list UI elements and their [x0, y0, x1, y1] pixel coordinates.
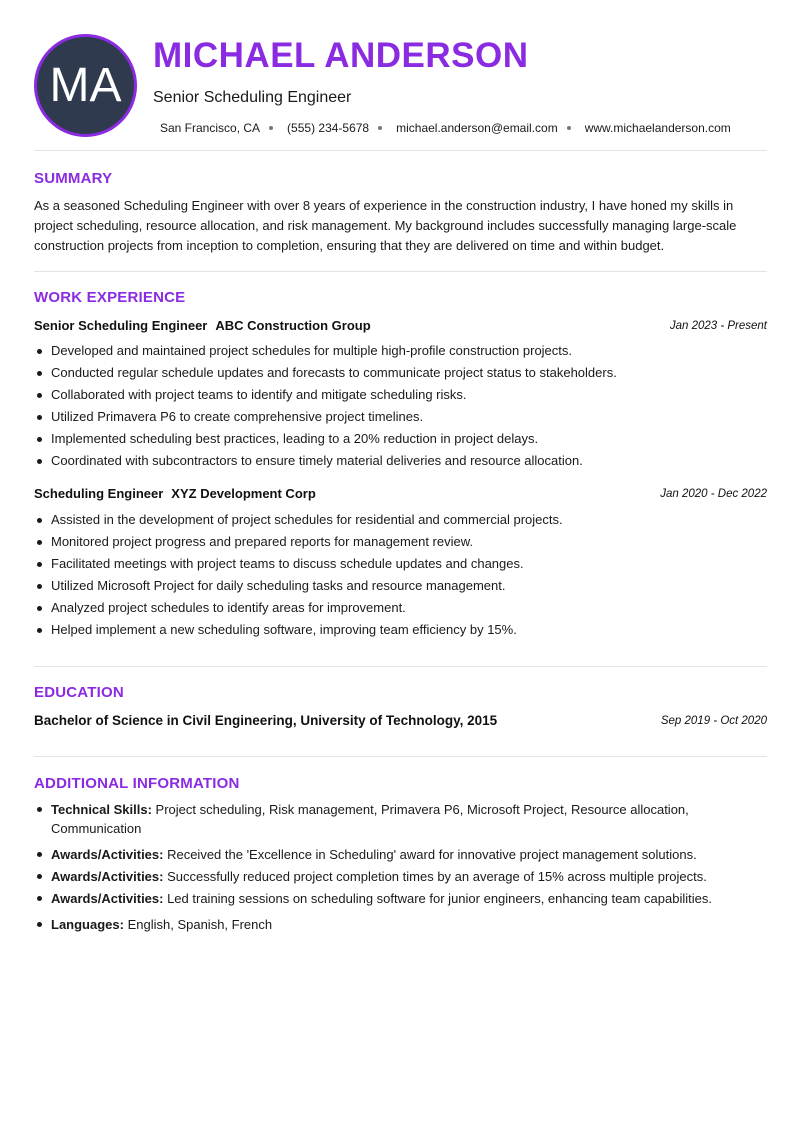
contact-website[interactable]: www.michaelanderson.com — [584, 121, 731, 135]
info-text: Led training sessions on scheduling software for junior engineers, enhancing team capabilities. — [163, 891, 712, 906]
list-item: Analyzed project schedules to identify areas for improvement. — [34, 597, 767, 619]
contact-location: San Francisco, CA — [160, 121, 261, 135]
avatar-initials: MA — [49, 59, 122, 112]
list-item: Assisted in the development of project schedules for residential and commercial projects. — [34, 509, 767, 531]
info-text: Successfully reduced project completion times by an average of 15% across multiple projects. — [163, 869, 707, 884]
list-item — [34, 889, 767, 908]
job-dates: Jan 2020 - Dec 2022 — [660, 488, 767, 500]
summary-text: As a seasoned Scheduling Engineer with over 8 years of experience in the construction industry, I have honed my skills in project scheduling, resource allocation, and risk management. My background includes successfully managing large-scale construction projects from inception to completion, ensuring that they are delivered on time and within budget. — [34, 198, 737, 253]
education-degree: Bachelor of Science in Civil Engineering, University of Technology, 2015 — [34, 713, 498, 728]
job-header — [34, 486, 767, 501]
job-header — [34, 318, 767, 333]
divider — [34, 271, 767, 272]
list-item: Utilized Primavera P6 to create comprehensive project timelines. — [34, 406, 767, 428]
work-experience-heading: WORK EXPERIENCE — [34, 289, 186, 306]
candidate-title: Senior Scheduling Engineer — [153, 89, 352, 106]
list-item — [34, 867, 767, 886]
contact-line — [160, 121, 731, 135]
education-dates: Sep 2019 - Oct 2020 — [660, 715, 767, 727]
education-heading: EDUCATION — [34, 684, 124, 701]
job-dates: Jan 2023 - Present — [669, 320, 767, 332]
additional-info-heading: ADDITIONAL INFORMATION — [34, 775, 240, 792]
contact-phone: (555) 234-5678 — [287, 121, 370, 135]
job-role: Senior Scheduling Engineer — [34, 318, 208, 333]
info-label: Awards/Activities: — [51, 891, 164, 906]
job-bullets — [34, 340, 767, 472]
divider — [34, 150, 767, 151]
info-label: Technical Skills: — [51, 802, 152, 817]
list-item: Developed and maintained project schedules for multiple high-profile construction projects. — [34, 340, 767, 362]
info-label: Awards/Activities: — [51, 847, 164, 862]
info-label: Languages: — [51, 917, 124, 932]
job-role: Scheduling Engineer — [34, 486, 164, 501]
info-label: Awards/Activities: — [51, 869, 164, 884]
job-bullets — [34, 509, 767, 641]
list-item: Utilized Microsoft Project for daily scheduling tasks and resource management. — [34, 575, 767, 597]
list-item: Monitored project progress and prepared reports for management review. — [34, 531, 767, 553]
list-item: Facilitated meetings with project teams to discuss schedule updates and changes. — [34, 553, 767, 575]
list-item: Coordinated with subcontractors to ensure timely material deliveries and resource allocation. — [34, 450, 767, 472]
divider — [34, 756, 767, 757]
list-item: Implemented scheduling best practices, leading to a 20% reduction in project delays. — [34, 428, 767, 450]
info-text: Project scheduling, Risk management, Primavera P6, Microsoft Project, Resource allocation, Communication — [51, 802, 689, 836]
list-item — [34, 845, 767, 864]
list-item: Conducted regular schedule updates and forecasts to communicate project status to stakeholders. — [34, 362, 767, 384]
list-item — [34, 800, 767, 838]
job-company: XYZ Development Corp — [171, 486, 316, 501]
bullet-separator — [269, 126, 273, 130]
summary-heading: SUMMARY — [34, 170, 113, 187]
info-text: Received the 'Excellence in Scheduling' award for innovative project management solutions. — [163, 847, 697, 862]
avatar — [34, 34, 137, 137]
bullet-separator — [378, 126, 382, 130]
list-item: Helped implement a new scheduling software, improving team efficiency by 15%. — [34, 619, 767, 641]
contact-email[interactable]: michael.anderson@email.com — [396, 121, 558, 135]
info-text: English, Spanish, French — [123, 917, 273, 932]
candidate-name: MICHAEL ANDERSON — [153, 36, 529, 75]
additional-info-list — [34, 800, 767, 934]
list-item — [34, 915, 767, 934]
list-item: Collaborated with project teams to identify and mitigate scheduling risks. — [34, 384, 767, 406]
divider — [34, 666, 767, 667]
job-company: ABC Construction Group — [215, 318, 371, 333]
bullet-separator — [567, 126, 571, 130]
